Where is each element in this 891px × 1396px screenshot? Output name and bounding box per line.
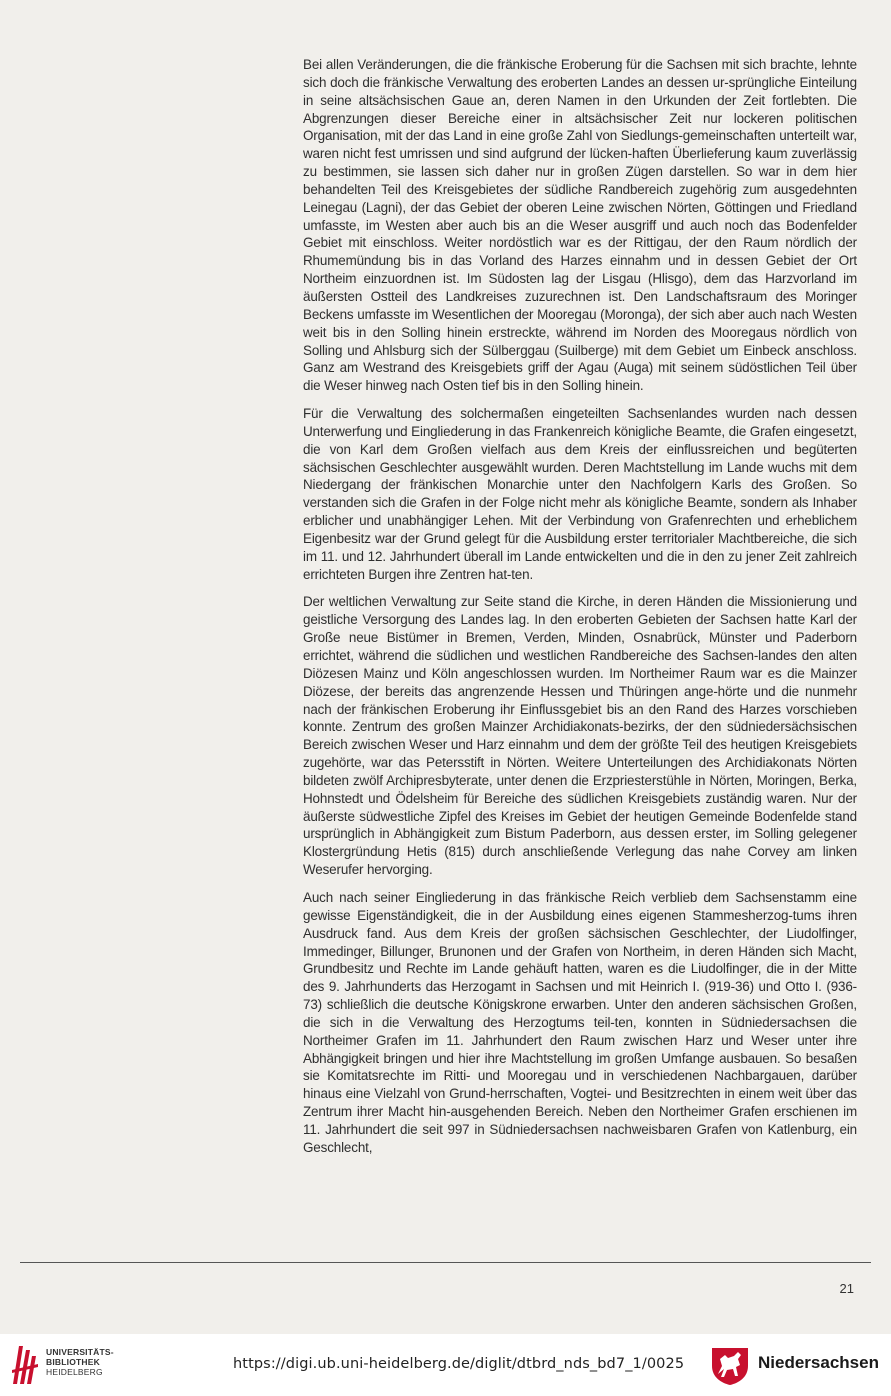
paragraph-2: Für die Verwaltung des solchermaßen eingeteilten Sachsenlandes wurden nach dessen Unterwerfung und Eingliederung in das Frankenreich königliche Beamte, die Grafen eingesetzt, die von Karl dem Großen vielfach aus dem Kreis der einflussreichen und begüterten sächsischen Geschlechter ausgewählt wurden. Deren Machtstellung im Lande wuchs mit dem Niedergang der fränkischen Monarchie unter den Nachfolgern Karls des Großen. So verstanden sich die Grafen in der Folge nicht mehr als königliche Beamte, sondern als Inhaber erblicher und unabhängiger Lehen. Mit der Verbindung von Grafenrechten und erheblichem Eigenbesitz war der Grund gelegt für die Ausbildung erster territorialer Machtbereiche, die sich im 11. und 12. Jahrhundert überall im Lande entwickelten und die in den zu jener Zeit zahlreich errichteten Burgen ihre Zentren hat-ten. xyxy=(303,406,857,582)
paragraph-3: Der weltlichen Verwaltung zur Seite stand die Kirche, in deren Händen die Missionierung und geistliche Versorgung des Landes lag. In den eroberten Gebieten der Sachsen hatte Karl der Große neue Bistümer in Bremen, Verden, Minden, Osnabrück, Münster und Paderborn errichtet, während die südlichen und westlichen Randbereiche des Sachsen-landes den alten Diözesen Mainz und Köln angeschlossen wurden. Im Northeimer Raum war es die Mainzer Diözese, der bereits das angrenzende Hessen und Thüringen ange-hörte und die nunmehr nach der fränkischen Eroberung ihr Einflussgebiet bis an den Rand des Harzes vorschieben konnte. Zentrum des großen Mainzer Archidiakonats-bezirks, der den südniedersächsischen Bereich zwischen Weser und Harz einnahm und dem der größte Teil des heutigen Kreisgebiets zugehörte, war das Petersstift in Nörten. Weitere Unterteilungen des Archidiakonats Nörten bildeten zwölf Archipresbyterate, unter denen die Erzpriesterstühle in Nörten, Moringen, Berka, Hohnstedt und Ödelsheim für Bereiche des südlichen Kreisgebiets zuständig waren. Nur der äußerste südwestliche Zipfel des Kreises im Gebiet der heutigen Gemeinde Bodenfelde stand ursprünglich in Abhängigkeit zum Bistum Paderborn, aus dessen erster, im Solling gelegener Klostergründung Hetis (815) durch anschließende Verlegung das nahe Corvey am linken Weserufer hervorging. xyxy=(303,594,857,878)
viewer-footer xyxy=(0,1334,891,1396)
library-name-line-2: BIBLIOTHEK xyxy=(46,1357,100,1367)
library-name-line-1: UNIVERSITÄTS- xyxy=(46,1347,114,1357)
library-name[interactable] xyxy=(46,1347,114,1377)
state-name[interactable]: Niedersachsen xyxy=(758,1353,879,1372)
page-number: 21 xyxy=(839,1281,854,1296)
body-text xyxy=(303,56,857,1167)
paragraph-4: Auch nach seiner Eingliederung in das fränkische Reich verblieb dem Sachsenstamm eine gewisse Eigenständigkeit, die in der Ausbildung eines eigenen Stammesherzog-tums ihren Ausdruck fand. Aus dem Kreis der großen sächsischen Geschlechter, der Liudolfinger, Immedinger, Billunger, Brunonen und der Grafen von Northeim, in deren Händen sich Macht, Grundbesitz und Rechte im Lande gehäuft hatten, waren es die Liudolfinger, die in der Mitte des 9. Jahrhunderts das Herzogamt in Sachsen und mit Heinrich I. (919-36) und Otto I. (936-73) schließlich die deutsche Königskrone erwarben. Unter den anderen sächsischen Großen, die sich in die Verwaltung des Herzogtums teil-ten, konnten in Südniedersachsen die Northeimer Grafen im 11. Jahrhundert den Raum zwischen Harz und Weser unter ihre Abhängigkeit bringen und hier ihre Machtstellung im großen Umfange ausbauen. So besaßen sie Komitatsrechte im Ritti- und Mooregau und in verschiedenen Nachbargauen, darüber hinaus eine Vielzahl von Grund-herrschaften, Vogtei- und Besitzrechten in einem weit über das Zentrum ihrer Macht hin-ausgehenden Bereich. Neben den Northeimer Grafen erschienen im 11. Jahrhundert die seit 997 in Südniedersachsen nachweisbaren Grafen von Katlenburg, ein Geschlecht, xyxy=(303,889,857,1155)
library-name-line-3: HEIDELBERG xyxy=(46,1367,103,1377)
footer-rule xyxy=(20,1262,871,1263)
paragraph-1: Bei allen Veränderungen, die die fränkische Eroberung für die Sachsen mit sich brachte, lehnte sich doch die fränkische Verwaltung des eroberten Landes an dessen ur-sprüngliche Einteilung in seine altsächsischen Gaue an, deren Namen in den Urkunden der Zeit fortlebten. Die Abgrenzungen dieser Bereiche einer in altsächsischer Zeit nur lockeren politischen Organisation, mit der das Land in eine große Zahl von Siedlungs-gemeinschaften unterteilt war, waren nicht fest umrissen und sind aufgrund der lücken-haften Überlieferung kaum zuverlässig zu bestimmen, sie lassen sich daher nur in großen Zügen darstellen. So war in dem hier behandelten Teil des Kreisgebietes der südliche Randbereich zugehörig zum ausgedehnten Leinegau (Lagni), der das Gebiet der oberen Leine zwischen Nörten, Göttingen und Friedland umfasste, im Westen aber auch bis an die Weser ausgriff und auch noch das Bodenfelder Gebiet mit einschloss. Weiter nordöstlich war es der Rittigau, der den Raum nördlich der Rhumemündung bis in das Vorland des Harzes einnahm und in dessen Gebiet der Ort Northeim einzuordnen ist. Im Südosten lag der Lisgau (Hlisgo), dem das Harzvorland im äußersten Ostteil des Landkreises zuzurechnen ist. Den Landschaftsraum des Moringer Beckens umfasste im Wesentlichen der Mooregau (Moronga), der sich aber auch nach Westen weit bis in den Solling hinein erstreckte, während im Norden des Mooregaus nördlich von Solling und Ahlsburg sich der Sülberggau (Suilberge) mit dem Gebiet um Einbeck anschloss. Ganz am Westrand des Kreisgebiets griff der Agau (Auga) mit seinem südöstlichen Teil über die Weser hinweg nach Osten tief bis in den Solling hinein. xyxy=(303,57,857,394)
heidelberg-university-library-logo-icon[interactable] xyxy=(10,1340,40,1388)
permalink-url[interactable]: https://digi.ub.uni-heidelberg.de/diglit/dtbrd_nds_bd7_1/0025 xyxy=(233,1356,685,1372)
lower-saxony-horse-icon[interactable] xyxy=(708,1344,752,1386)
